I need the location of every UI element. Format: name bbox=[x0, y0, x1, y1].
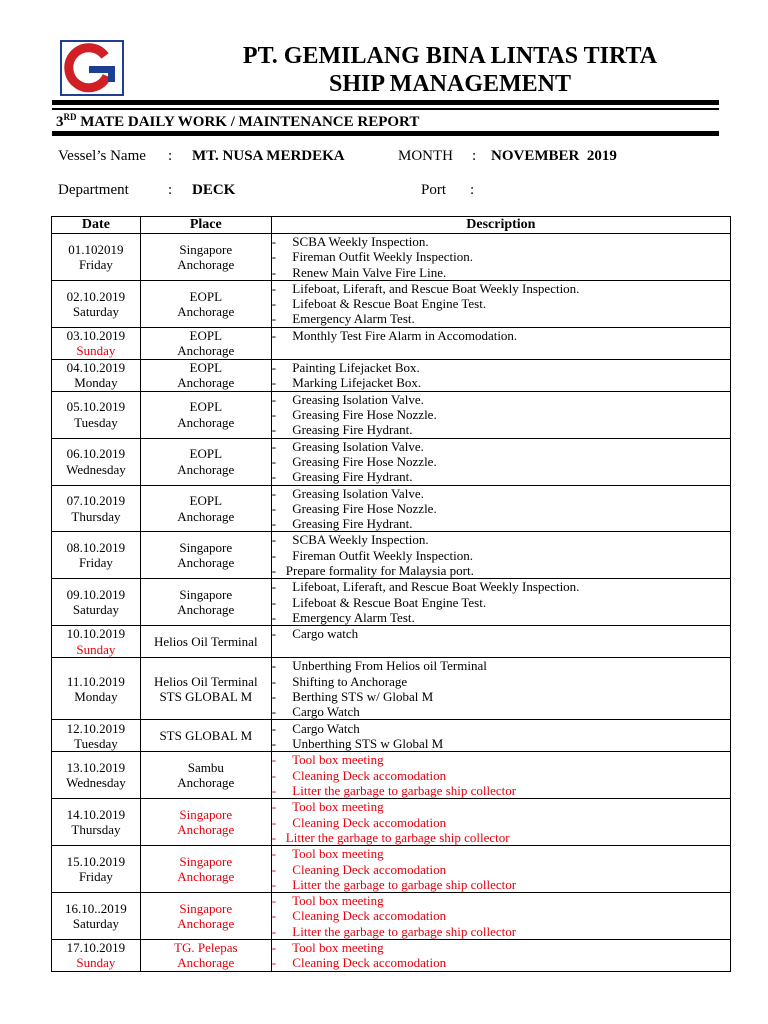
row-description-cell bbox=[271, 752, 730, 799]
row-place: Helios Oil Terminal bbox=[154, 634, 258, 650]
row-date: 14.10.2019 bbox=[66, 806, 126, 822]
row-place: EOPL bbox=[189, 446, 223, 462]
row-day: Wednesday bbox=[66, 775, 126, 791]
month-label: MONTH bbox=[398, 148, 453, 164]
row-place-cell bbox=[140, 752, 271, 799]
row-date-cell bbox=[52, 280, 141, 327]
row-place: EOPL bbox=[189, 288, 223, 304]
row-task: - Tool box meeting bbox=[271, 752, 384, 768]
row-place-cell bbox=[140, 939, 271, 971]
daily-work-table bbox=[51, 216, 731, 972]
row-place-cell bbox=[140, 532, 271, 579]
department-colon: : bbox=[168, 182, 173, 198]
row-place-cell bbox=[140, 846, 271, 893]
row-place-cell bbox=[140, 720, 271, 752]
company-logo bbox=[60, 40, 124, 96]
row-place: STS GLOBAL M bbox=[159, 688, 253, 704]
row-description-cell bbox=[271, 893, 730, 940]
row-day: Friday bbox=[78, 256, 113, 272]
table-row bbox=[52, 532, 731, 579]
row-task: - Marking Lifejacket Box. bbox=[271, 375, 422, 391]
row-description-cell bbox=[271, 234, 730, 281]
header-rule-thin bbox=[52, 108, 719, 110]
row-date-cell bbox=[52, 939, 141, 971]
table-row bbox=[52, 327, 731, 359]
row-description-cell bbox=[271, 846, 730, 893]
row-description-cell bbox=[271, 939, 730, 971]
row-date-cell bbox=[52, 846, 141, 893]
report-title bbox=[56, 112, 419, 131]
row-day: Friday bbox=[78, 555, 113, 571]
row-place-cell bbox=[140, 893, 271, 940]
row-date-cell bbox=[52, 327, 141, 359]
department-value: DECK bbox=[192, 182, 236, 198]
row-date-cell bbox=[52, 893, 141, 940]
row-task: - Lifeboat & Rescue Boat Engine Test. bbox=[271, 594, 487, 610]
table-header-row bbox=[52, 217, 731, 234]
row-place-cell bbox=[140, 391, 271, 438]
row-date-cell bbox=[52, 720, 141, 752]
row-task: - Tool box meeting bbox=[271, 846, 384, 862]
row-task: - Greasing Isolation Valve. bbox=[271, 485, 424, 501]
row-description-cell bbox=[271, 485, 730, 532]
table-row bbox=[52, 280, 731, 327]
row-date-cell bbox=[52, 626, 141, 658]
table-row bbox=[52, 752, 731, 799]
row-place: EOPL bbox=[189, 327, 223, 343]
row-date-cell bbox=[52, 579, 141, 626]
row-place: Anchorage bbox=[177, 461, 235, 477]
port-label: Port bbox=[421, 182, 447, 198]
row-date: 08.10.2019 bbox=[66, 540, 126, 556]
row-date: 09.10.2019 bbox=[66, 586, 126, 602]
company-name-line1: PT. GEMILANG BINA LINTAS TIRTA bbox=[242, 43, 658, 69]
row-description-cell bbox=[271, 280, 730, 327]
row-task: - Berthing STS w/ Global M bbox=[271, 688, 434, 704]
row-task: - Cleaning Deck accomodation bbox=[271, 814, 447, 830]
row-description-cell bbox=[271, 579, 730, 626]
row-date-cell bbox=[52, 359, 141, 391]
company-g-logo-icon bbox=[60, 40, 124, 96]
row-place: EOPL bbox=[189, 493, 223, 509]
row-day: Tuesday bbox=[74, 735, 118, 751]
row-place: Anchorage bbox=[177, 822, 235, 838]
row-place: TG. Pelepas bbox=[174, 940, 238, 956]
row-place: Singapore bbox=[179, 586, 233, 602]
table-row bbox=[52, 234, 731, 281]
row-day: Sunday bbox=[76, 641, 116, 657]
row-place-cell bbox=[140, 359, 271, 391]
row-description-cell bbox=[271, 658, 730, 720]
row-place: Anchorage bbox=[177, 955, 235, 971]
row-task: - Cargo watch bbox=[271, 626, 359, 642]
row-task: - Greasing Fire Hose Nozzle. bbox=[271, 407, 437, 423]
row-day: Wednesday bbox=[66, 461, 126, 477]
row-task: - Cleaning Deck accomodation bbox=[271, 955, 447, 971]
row-description-cell bbox=[271, 532, 730, 579]
row-description-cell bbox=[271, 799, 730, 846]
row-place: Anchorage bbox=[177, 775, 235, 791]
row-task: - Greasing Fire Hydrant. bbox=[271, 469, 413, 485]
row-description-cell bbox=[271, 327, 730, 359]
row-day: Tuesday bbox=[74, 414, 118, 430]
row-task: - Cleaning Deck accomodation bbox=[271, 767, 447, 783]
row-task: - Lifeboat, Liferaft, and Rescue Boat Weekly Inspection. bbox=[271, 280, 580, 296]
row-place-cell bbox=[140, 438, 271, 485]
row-description-cell bbox=[271, 359, 730, 391]
vessel-label: Vessel’s Name bbox=[58, 148, 146, 164]
report-title-number: 3 bbox=[56, 114, 64, 130]
row-place: Anchorage bbox=[177, 916, 235, 932]
row-date: 12.10.2019 bbox=[66, 720, 126, 736]
header-place: Place bbox=[140, 217, 271, 234]
row-date-cell bbox=[52, 752, 141, 799]
row-date-cell bbox=[52, 234, 141, 281]
table-row bbox=[52, 939, 731, 971]
title-rule bbox=[52, 131, 719, 136]
row-place: EOPL bbox=[189, 399, 223, 415]
row-task: - Fireman Outfit Weekly Inspection. bbox=[271, 249, 473, 265]
row-date-cell bbox=[52, 532, 141, 579]
row-task: - Renew Main Valve Fire Line. bbox=[271, 264, 447, 280]
row-place: Anchorage bbox=[177, 303, 235, 319]
row-day: Sunday bbox=[76, 955, 116, 971]
row-day: Friday bbox=[78, 869, 113, 885]
row-task: - Litter the garbage to garbage ship collector bbox=[271, 783, 517, 799]
row-task: - Tool box meeting bbox=[271, 893, 384, 909]
vessel-colon: : bbox=[168, 148, 173, 164]
row-day: Monday bbox=[74, 375, 118, 391]
row-task: - SCBA Weekly Inspection. bbox=[271, 234, 429, 249]
row-place: Singapore bbox=[179, 853, 233, 869]
row-place-cell bbox=[140, 626, 271, 658]
row-task: - Fireman Outfit Weekly Inspection. bbox=[271, 547, 473, 563]
row-place: Helios Oil Terminal bbox=[154, 673, 258, 689]
row-place: Sambu bbox=[187, 760, 224, 776]
row-place-cell bbox=[140, 327, 271, 359]
row-task: - Shifting to Anchorage bbox=[271, 673, 408, 689]
row-task: - Cleaning Deck accomodation bbox=[271, 908, 447, 924]
row-place: Singapore bbox=[179, 806, 233, 822]
row-day: Thursday bbox=[71, 822, 121, 838]
row-place: Anchorage bbox=[177, 869, 235, 885]
row-place: Anchorage bbox=[177, 375, 235, 391]
row-task: - Greasing Fire Hydrant. bbox=[271, 422, 413, 438]
row-task: - Unberthing From Helios oil Terminal bbox=[271, 658, 487, 674]
row-date: 16.10..2019 bbox=[65, 900, 127, 916]
row-task: - Litter the garbage to garbage ship collector bbox=[271, 829, 510, 845]
row-date: 17.10.2019 bbox=[66, 940, 126, 956]
row-task: - Litter the garbage to garbage ship collector bbox=[271, 876, 517, 892]
row-place-cell bbox=[140, 579, 271, 626]
month-value: NOVEMBER 2019 bbox=[491, 148, 617, 164]
table-row bbox=[52, 579, 731, 626]
row-task: - Painting Lifejacket Box. bbox=[271, 359, 420, 375]
row-place-cell bbox=[140, 234, 271, 281]
table-body bbox=[52, 234, 731, 972]
table-row bbox=[52, 799, 731, 846]
row-task: - Cleaning Deck accomodation bbox=[271, 861, 447, 877]
row-place: STS GLOBAL M bbox=[159, 728, 253, 744]
row-task: - Prepare formality for Malaysia port. bbox=[271, 563, 474, 579]
month-colon: : bbox=[472, 148, 477, 164]
row-task: - Lifeboat & Rescue Boat Engine Test. bbox=[271, 296, 487, 312]
row-day: Monday bbox=[74, 688, 118, 704]
row-task: - Lifeboat, Liferaft, and Rescue Boat Weekly Inspection. bbox=[271, 579, 580, 595]
row-date-cell bbox=[52, 438, 141, 485]
row-place-cell bbox=[140, 485, 271, 532]
row-place: Anchorage bbox=[177, 555, 235, 571]
row-description-cell bbox=[271, 438, 730, 485]
company-name-line2: SHIP MANAGEMENT bbox=[328, 71, 571, 97]
report-title-text: MATE DAILY WORK / MAINTENANCE REPORT bbox=[76, 114, 420, 130]
row-task: - Greasing Fire Hose Nozzle. bbox=[271, 500, 437, 516]
row-place: Singapore bbox=[179, 900, 233, 916]
row-task: - Greasing Fire Hose Nozzle. bbox=[271, 453, 437, 469]
header-date: Date bbox=[52, 217, 141, 234]
row-task: - Greasing Fire Hydrant. bbox=[271, 516, 413, 532]
row-task: - Litter the garbage to garbage ship collector bbox=[271, 923, 517, 939]
table-row bbox=[52, 485, 731, 532]
table-row bbox=[52, 846, 731, 893]
row-place-cell bbox=[140, 280, 271, 327]
port-colon: : bbox=[470, 182, 475, 198]
table-row bbox=[52, 391, 731, 438]
row-date-cell bbox=[52, 485, 141, 532]
row-task: - Emergency Alarm Test. bbox=[271, 609, 415, 625]
report-title-ordinal: RD bbox=[63, 112, 77, 122]
row-date-cell bbox=[52, 391, 141, 438]
table-row bbox=[52, 720, 731, 752]
row-day: Thursday bbox=[71, 508, 121, 524]
row-date: 02.10.2019 bbox=[66, 288, 126, 304]
row-place: Anchorage bbox=[177, 414, 235, 430]
row-description-cell bbox=[271, 720, 730, 752]
row-day: Saturday bbox=[72, 303, 120, 319]
row-place: Anchorage bbox=[177, 256, 235, 272]
row-place: EOPL bbox=[189, 359, 223, 375]
row-date: 15.10.2019 bbox=[66, 853, 126, 869]
department-label: Department bbox=[58, 182, 129, 198]
row-place: Anchorage bbox=[177, 508, 235, 524]
row-date: 13.10.2019 bbox=[66, 760, 126, 776]
row-task: - Greasing Isolation Valve. bbox=[271, 391, 424, 407]
row-date: 05.10.2019 bbox=[66, 399, 126, 415]
row-date: 11.10.2019 bbox=[66, 673, 125, 689]
row-place: Singapore bbox=[179, 241, 233, 257]
table-row bbox=[52, 438, 731, 485]
row-task: - Emergency Alarm Test. bbox=[271, 311, 415, 327]
row-task: - Greasing Isolation Valve. bbox=[271, 438, 424, 454]
row-day: Sunday bbox=[76, 343, 116, 359]
row-description-cell bbox=[271, 391, 730, 438]
row-date: 10.10.2019 bbox=[66, 626, 126, 642]
header-rule-thick bbox=[52, 100, 719, 105]
row-date-cell bbox=[52, 799, 141, 846]
row-date: 01.102019 bbox=[68, 241, 124, 257]
row-task: - Tool box meeting bbox=[271, 799, 384, 815]
row-place-cell bbox=[140, 658, 271, 720]
row-description-cell bbox=[271, 626, 730, 658]
header-description: Description bbox=[271, 217, 730, 234]
row-task: - Unberthing STS w Global M bbox=[271, 735, 444, 751]
row-date-cell bbox=[52, 658, 141, 720]
row-task: - Tool box meeting bbox=[271, 940, 384, 956]
row-date: 03.10.2019 bbox=[66, 327, 126, 343]
row-date: 04.10.2019 bbox=[66, 359, 126, 375]
table-row bbox=[52, 893, 731, 940]
row-date: 07.10.2019 bbox=[66, 493, 126, 509]
row-day: Saturday bbox=[72, 602, 120, 618]
row-task: - SCBA Weekly Inspection. bbox=[271, 532, 429, 548]
table-row bbox=[52, 359, 731, 391]
vessel-value: MT. NUSA MERDEKA bbox=[192, 148, 345, 164]
row-date: 06.10.2019 bbox=[66, 446, 126, 462]
row-task: - Monthly Test Fire Alarm in Accomodation. bbox=[271, 327, 518, 343]
table-row bbox=[52, 626, 731, 658]
row-place-cell bbox=[140, 799, 271, 846]
row-place: Singapore bbox=[179, 540, 233, 556]
row-place: Anchorage bbox=[177, 602, 235, 618]
row-day: Saturday bbox=[72, 916, 120, 932]
table-row bbox=[52, 658, 731, 720]
company-name bbox=[150, 42, 750, 98]
row-task: - Cargo Watch bbox=[271, 720, 360, 736]
row-place: Anchorage bbox=[177, 343, 235, 359]
row-task: - Cargo Watch bbox=[271, 704, 360, 720]
